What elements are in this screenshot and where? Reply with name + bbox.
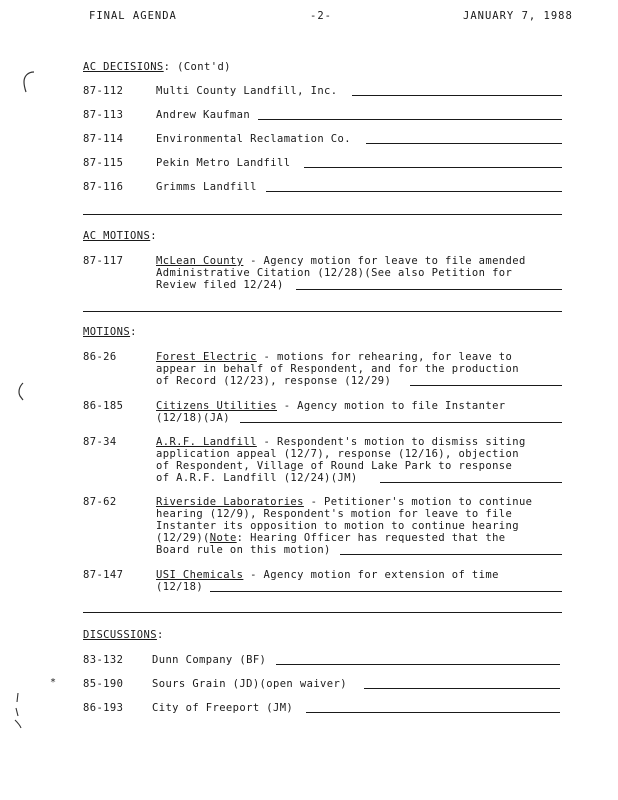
fill-line <box>380 482 562 483</box>
section-heading: AC MOTIONS <box>83 230 151 242</box>
item-text <box>156 351 512 363</box>
party-name: Riverside Laboratories <box>156 496 304 508</box>
fill-line <box>352 95 562 96</box>
ac-motions-heading <box>83 230 157 242</box>
item-description: - Agency motion for extension of time <box>243 569 499 581</box>
section-heading: MOTIONS <box>83 326 131 338</box>
item-number: 86-185 <box>83 400 124 412</box>
ac-decisions-heading <box>83 61 231 73</box>
item-number: 87-117 <box>83 255 124 267</box>
fill-line <box>258 119 562 120</box>
motions-heading <box>83 326 137 338</box>
fill-line <box>340 554 562 555</box>
item-number: 87-62 <box>83 496 117 508</box>
item-text <box>156 496 532 508</box>
margin-mark <box>18 68 38 94</box>
fill-line <box>240 422 562 423</box>
asterisk-mark: * <box>50 677 57 688</box>
item-description: - Petitioner's motion to continue <box>303 496 533 508</box>
item-number: 87-147 <box>83 569 124 581</box>
item-name: Sours Grain (JD)(open waiver) <box>152 678 347 690</box>
note-text: : Hearing Officer has requested that the <box>236 532 506 544</box>
note-prefix: (12/29)( <box>156 532 210 544</box>
margin-mark <box>14 380 28 404</box>
fill-line <box>364 688 560 689</box>
item-description: - Agency motion for leave to file amended <box>243 255 526 267</box>
section-heading: DISCUSSIONS <box>83 629 157 641</box>
item-number: 87-112 <box>83 85 124 97</box>
page-number: -2- <box>310 10 332 22</box>
fill-line <box>366 143 562 144</box>
party-name: USI Chemicals <box>156 569 244 581</box>
item-name: Dunn Company (BF) <box>152 654 267 666</box>
item-continuation: application appeal (12/7), response (12/16), objection <box>156 448 519 460</box>
fill-line <box>210 591 562 592</box>
agenda-date: JANUARY 7, 1988 <box>463 10 573 22</box>
item-note <box>156 532 506 544</box>
section-rule <box>83 311 562 312</box>
party-name: A.R.F. Landfill <box>156 436 257 448</box>
margin-mark <box>10 690 26 730</box>
heading-suffix: : <box>150 230 157 242</box>
fill-line <box>410 385 562 386</box>
heading-suffix: : <box>156 629 164 641</box>
fill-line <box>276 664 560 665</box>
item-continuation: Administrative Citation (12/28)(See also Petition for <box>156 267 513 279</box>
party-name: Citizens Utilities <box>156 400 277 412</box>
item-continuation: (12/18)(JA) <box>156 412 230 424</box>
section-rule <box>83 214 562 215</box>
item-number: 87-34 <box>83 436 117 448</box>
item-text <box>156 569 499 581</box>
item-text <box>156 436 526 448</box>
item-name: Multi County Landfill, Inc. <box>156 85 338 97</box>
item-number: 87-114 <box>83 133 124 145</box>
item-continuation: of Respondent, Village of Round Lake Park to response <box>156 460 513 472</box>
item-number: 86-193 <box>83 702 124 714</box>
discussions-heading <box>83 629 164 641</box>
item-number: 87-115 <box>83 157 124 169</box>
item-number: 87-113 <box>83 109 124 121</box>
party-name: McLean County <box>156 255 244 267</box>
item-name: Grimms Landfill <box>156 181 257 193</box>
fill-line <box>296 289 562 290</box>
item-name: City of Freeport (JM) <box>152 702 294 714</box>
item-text <box>156 400 506 412</box>
section-heading: AC DECISIONS <box>83 61 164 73</box>
heading-suffix: : <box>130 326 137 338</box>
item-continuation: of A.R.F. Landfill (12/24)(JM) <box>156 472 358 484</box>
item-continuation: (12/18) <box>156 581 204 593</box>
item-continuation: of Record (12/23), response (12/29) <box>156 375 392 387</box>
fill-line <box>306 712 560 713</box>
section-rule <box>83 612 562 613</box>
heading-suffix: : (Cont'd) <box>163 61 231 73</box>
note-label: Note <box>209 532 237 544</box>
item-description: - motions for rehearing, for leave to <box>256 351 513 363</box>
fill-line <box>304 167 562 168</box>
party-name: Forest Electric <box>156 351 257 363</box>
fill-line <box>266 191 562 192</box>
item-continuation: Board rule on this motion) <box>156 544 331 556</box>
item-continuation: Instanter its opposition to motion to continue hearing <box>156 520 519 532</box>
item-number: 85-190 <box>83 678 124 690</box>
item-number: 86-26 <box>83 351 117 363</box>
item-text <box>156 255 526 267</box>
item-description: - Respondent's motion to dismiss siting <box>256 436 526 448</box>
item-name: Pekin Metro Landfill <box>156 157 291 169</box>
item-number: 87-116 <box>83 181 124 193</box>
item-continuation: hearing (12/9), Respondent's motion for leave to file <box>156 508 513 520</box>
item-continuation: appear in behalf of Respondent, and for the production <box>156 363 519 375</box>
item-name: Andrew Kaufman <box>156 109 251 121</box>
item-description: - Agency motion to file Instanter <box>277 400 506 412</box>
item-continuation: Review filed 12/24) <box>156 279 284 291</box>
item-name: Environmental Reclamation Co. <box>156 133 351 145</box>
agenda-title: FINAL AGENDA <box>89 10 177 22</box>
item-number: 83-132 <box>83 654 124 666</box>
